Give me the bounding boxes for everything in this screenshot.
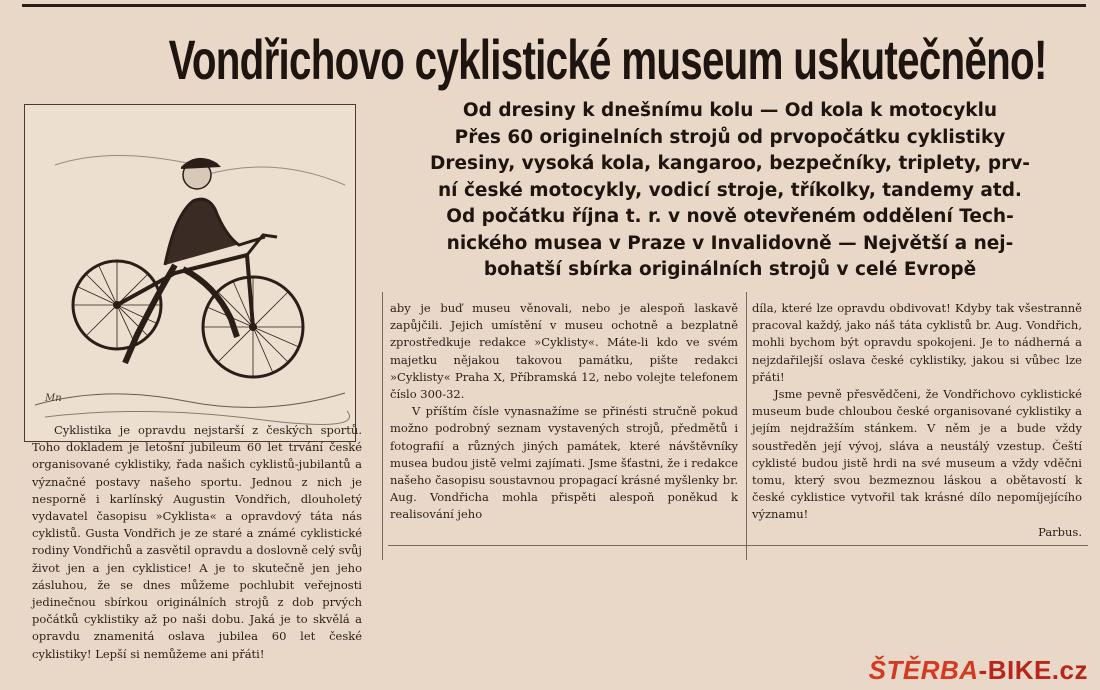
watermark-domain: -BIKE.cz: [978, 655, 1088, 685]
column-divider: [746, 292, 747, 560]
subhead-line: Od dresiny k dnešnímu kolu — Od kola k motocyklu: [462, 100, 998, 121]
paragraph: aby je buď museu věnovali, nebo je alespoň laskavě zapůjčili. Jejich umístění v museu ochotně a bezplatně zprostředkuje redakce »Cyklisty«. Máte-li kdo ve svém majetku nějakou takovou památku, pište redakci »Cyklisty« Praha X, Příbramská 12, nebo volejte telefonem číslo 300-32.: [390, 301, 738, 402]
paragraph: Jsme pevně přesvědčeni, že Vondřichovo cyklistické museum bude chloubou české organisované cyklistiky a jejím nejdražším stánkem. V něm je a bude vždy soustředěn její vývoj, sláva a neustálý vzestup. Čeští cyklisté budou jistě hrdi na své museum a vždy vděčni tomu, který svou bezmeznou láskou a obětavostí k české cyklistice vytvořil tak krásné dílo nepomíjejícího významu!: [752, 387, 1082, 522]
svg-text:Mn: Mn: [45, 393, 62, 404]
bottom-rule: [388, 545, 1088, 546]
column-divider: [382, 292, 383, 560]
paragraph: V příštím čísle vynasnažíme se přinésti stručně pokud možno podrobný seznam vystavených strojů, předmětů i fotografií a různých jiných památek, které návštěvníky musea budou jistě velmi zajímati. Jsme šťastni, že i redakce našeho časopisu soustavnou propagací krásné myšlenky br. Aug. Vondřicha mohla přispěti alespoň poněkud k realisování jeho: [390, 404, 738, 522]
article-column-left: [32, 422, 362, 663]
subheadline: [380, 98, 1080, 284]
article-column-right: [752, 300, 1082, 541]
illustration: [24, 104, 356, 442]
subhead-line: ní české motocykly, vodicí stroje, tříkolky, tandemy atd.: [438, 179, 1022, 201]
watermark-logo: [869, 654, 1088, 686]
paragraph: Cyklistika je opravdu nejstarší z českých sportů. Toho dokladem je letošní jubileum 60 let trvání české organisované cyklistiky, řada našich cyklistů-jubilantů a význačné postavy našeho sportu. Jednou z nich je nesporně i karlínský Augustin Vondřich, dlouholetý vydavatel časopisu »Cyklista« a opravdový táta nás cyklistů. Gusta Vondřich je ze staré a známé cyklistické rodiny Vondřichů a zasvětil opravdu a doslovně celý svůj život jen a jen cyklistice! A je to skutečně jen jeho zásluhou, že se dnes můžeme pochlubit veřejnosti jedinečnou sbírkou originálních strojů z dob prvých počátků cyklistiky až po naši dobu. Jaká je to skvělá a opravdu znamenitá oslava jubilea 60 let české cyklistiky! Lepší si nemůžeme ani přáti!: [32, 423, 362, 661]
subhead-line: Od počátku října t. r. v nově otevřeném oddělení Tech-: [446, 206, 1014, 227]
paragraph: díla, které lze opravdu obdivovat! Kdyby tak všestranně pracoval každý, jako náš táta cyklistů br. Aug. Vondřich, mohli bychom být opravdu spokojeni. Je to nádherná a nejzdařilejší oslava české cyklistiky, jakou si vůbec lze přáti!: [752, 301, 1082, 384]
signature: Parbus.: [1038, 524, 1082, 539]
headline: Vondřichovo cyklistické museum uskutečněno!: [168, 28, 1047, 91]
cyclist-illustration-icon: [25, 105, 355, 441]
watermark-brand: ŠTĚRBA: [868, 655, 979, 685]
top-rule: [22, 4, 1086, 7]
subhead-line: nického musea v Praze v Invalidovně — Největší a nej-: [446, 232, 1014, 254]
subhead-line: bohatší sbírka originálních strojů v celé Evropě: [483, 259, 977, 280]
article-column-middle: [390, 300, 738, 524]
subhead-line: Přes 60 originelních strojů od prvopočátku cyklistiky: [454, 126, 1006, 148]
subhead-line: Dresiny, vysoká kola, kangaroo, bezpečníky, triplety, prv-: [430, 153, 1030, 174]
